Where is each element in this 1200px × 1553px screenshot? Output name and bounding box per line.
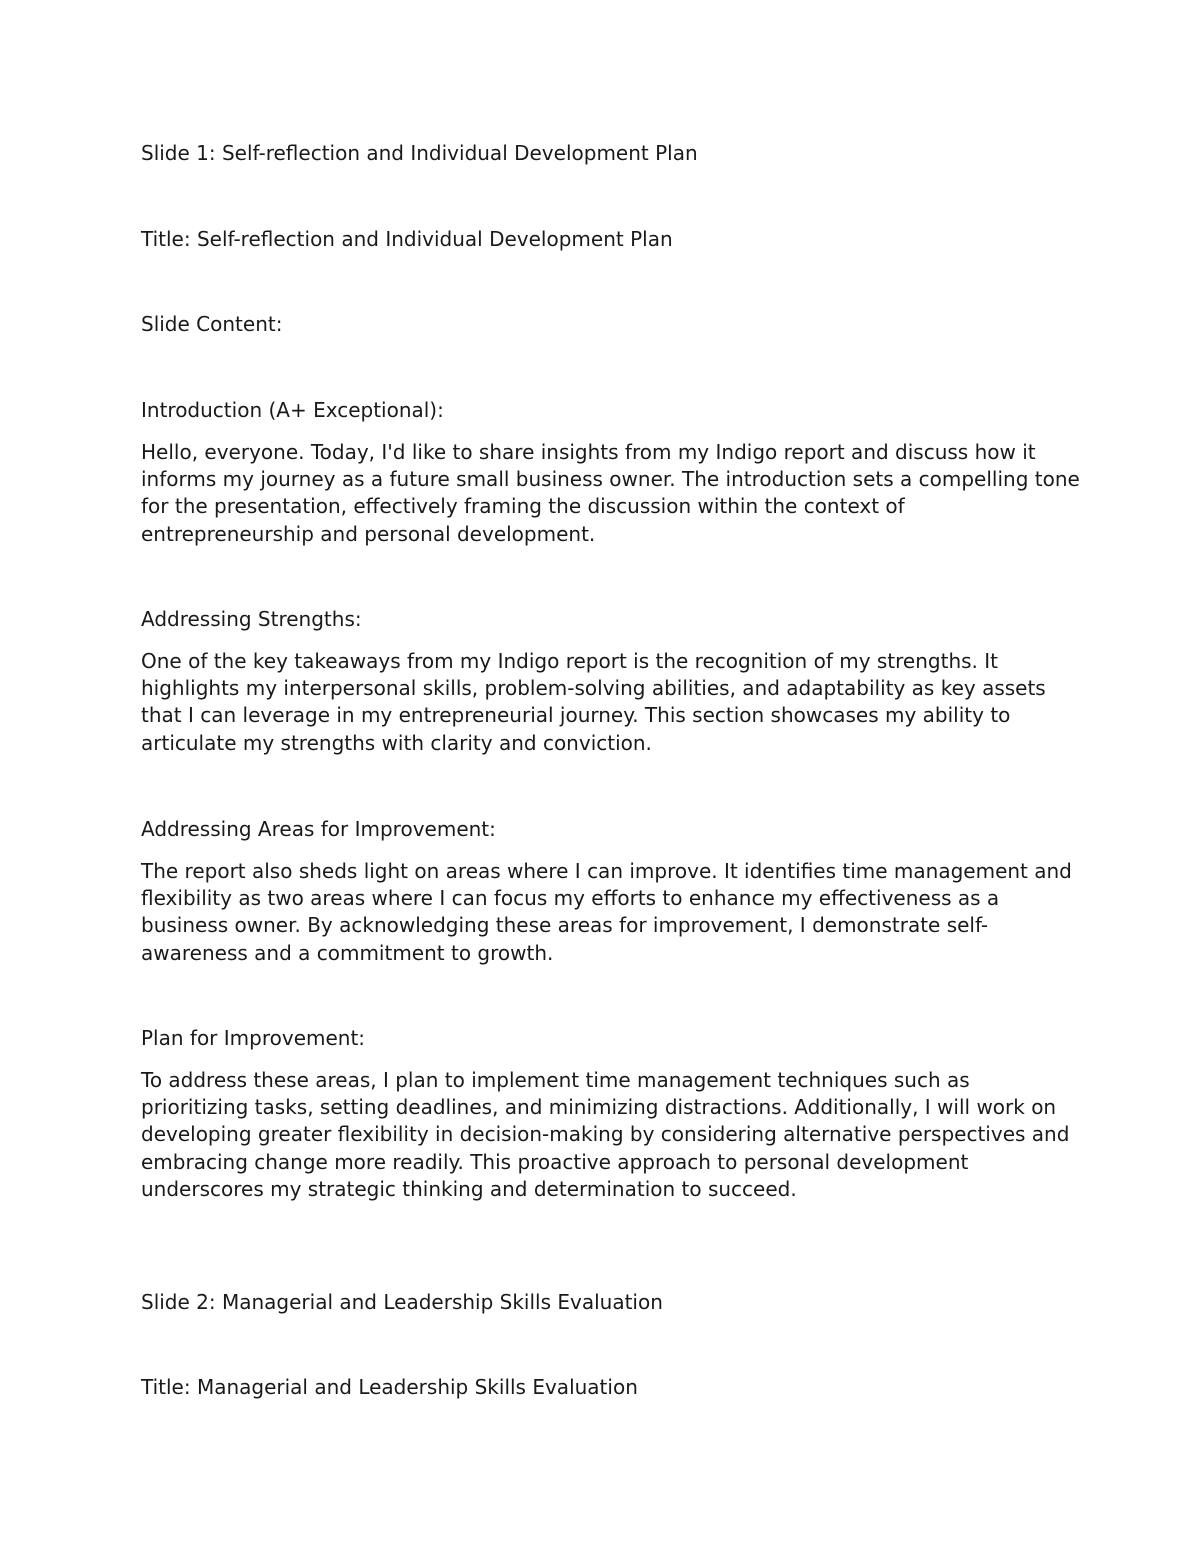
- plan-heading: Plan for Improvement:: [141, 1026, 366, 1050]
- improvement-paragraph: The report also sheds light on areas where I can improve. It identifies time management and flexibility as two areas where I can focus my efforts to enhance my effectiveness as a business owner. By acknowledging these areas for improvement, I demonstrate self-awareness and a commitment to growth.: [141, 859, 1072, 965]
- strengths-heading: Addressing Strengths:: [141, 607, 362, 631]
- slide2-heading: Slide 2: Managerial and Leadership Skills Evaluation: [141, 1290, 663, 1314]
- slide1-title: Title: Self-reflection and Individual Development Plan: [141, 227, 673, 251]
- slide2-title: Title: Managerial and Leadership Skills Evaluation: [141, 1375, 638, 1399]
- slide-content-label: Slide Content:: [141, 312, 283, 336]
- plan-paragraph: To address these areas, I plan to implement time management techniques such as prioritizing tasks, setting deadlines, and minimizing distractions. Additionally, I will work on developing greater flexibility in decision-making by considering alternative perspectives and embracing change more readily. This proactive approach to personal development underscores my strategic thinking and determination to succeed.: [141, 1068, 1070, 1201]
- strengths-paragraph: One of the key takeaways from my Indigo report is the recognition of my strengths. It highlights my interpersonal skills, problem-solving abilities, and adaptability as key assets that I can leverage in my entrepreneurial journey. This section showcases my ability to articulate my strengths with clarity and conviction.: [141, 649, 1046, 755]
- slide1-heading: Slide 1: Self-reflection and Individual Development Plan: [141, 141, 698, 165]
- improvement-heading: Addressing Areas for Improvement:: [141, 817, 496, 841]
- introduction-heading: Introduction (A+ Exceptional):: [141, 398, 444, 422]
- introduction-paragraph: Hello, everyone. Today, I'd like to share insights from my Indigo report and discuss how it informs my journey as a future small business owner. The introduction sets a compelling tone for the presentation, effectively framing the discussion within the context of entrepreneurship and personal development.: [141, 440, 1080, 546]
